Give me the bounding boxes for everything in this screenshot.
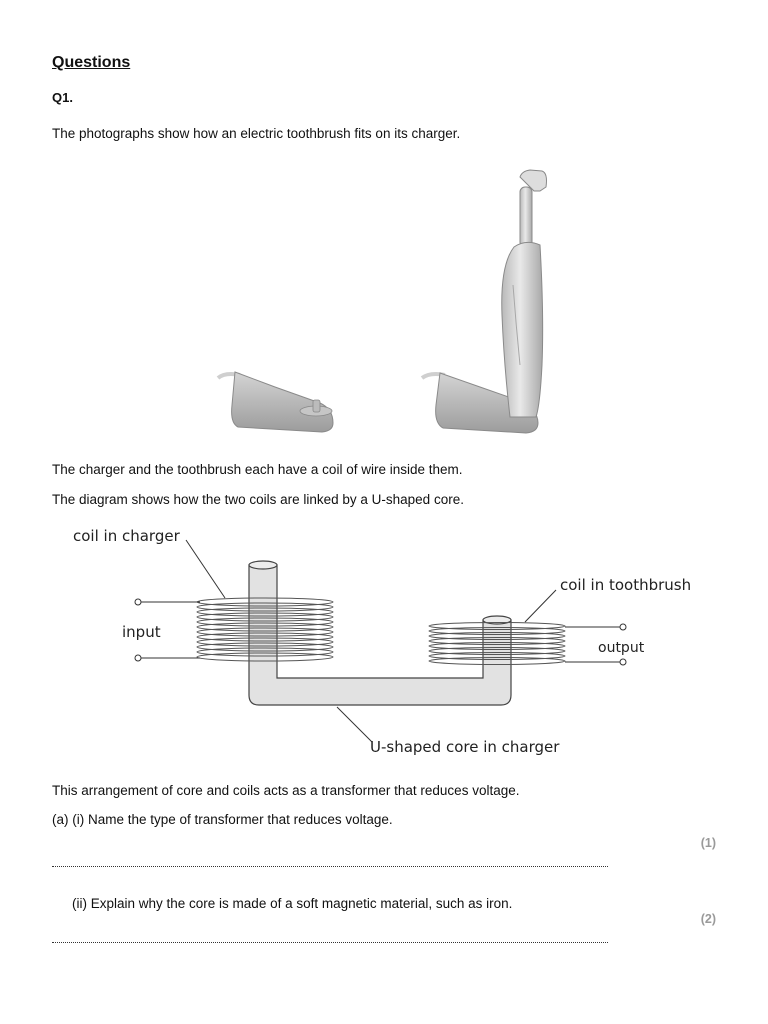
page-heading: Questions: [52, 54, 131, 71]
u-shaped-core: [249, 565, 511, 705]
marks-a-ii: (2): [700, 912, 716, 926]
marks-a-i: (1): [700, 836, 716, 850]
intro-text: The photographs show how an electric toothbrush fits on its charger.: [52, 126, 461, 141]
transformer-diagram: [60, 520, 710, 760]
charger-alone-photo: [218, 372, 333, 432]
paragraph-diagram: The diagram shows how the two coils are linked by a U-shaped core.: [52, 492, 464, 507]
label-u-shaped-core: U-shaped core in charger: [370, 738, 560, 756]
question-number: Q1.: [52, 90, 73, 105]
label-output: output: [598, 640, 645, 656]
question-a-ii: (ii) Explain why the core is made of a soft magnetic material, such as iron.: [72, 896, 513, 911]
charger-with-toothbrush-photo: [422, 170, 547, 433]
paragraph-coils: The charger and the toothbrush each have a coil of wire inside them.: [52, 462, 463, 477]
answer-line-a-ii[interactable]: [52, 942, 608, 943]
answer-line-a-i[interactable]: [52, 866, 608, 867]
label-coil-in-toothbrush: coil in toothbrush: [560, 576, 692, 594]
toothbrush-charger-photos: [200, 165, 560, 440]
question-a-i: (a) (i) Name the type of transformer that reduces voltage.: [52, 812, 393, 827]
label-input: input: [122, 623, 161, 641]
label-coil-in-charger: coil in charger: [73, 527, 180, 545]
paragraph-transformer: This arrangement of core and coils acts as a transformer that reduces voltage.: [52, 783, 520, 798]
